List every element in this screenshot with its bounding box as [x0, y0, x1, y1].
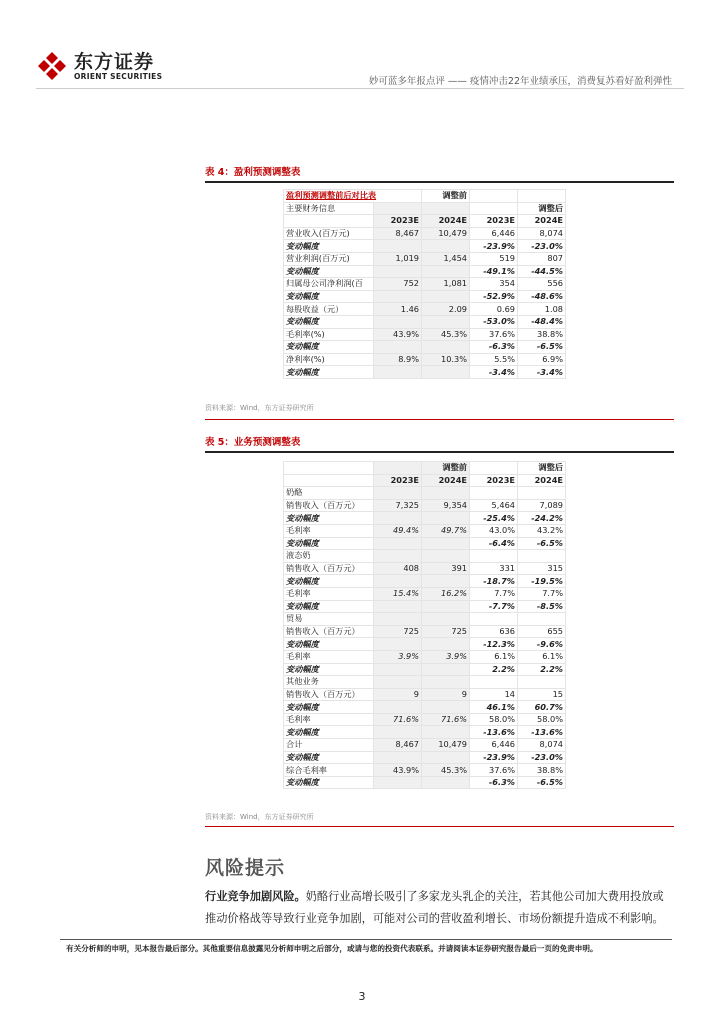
- table4-title: 表 4：盈利预测调整表: [205, 167, 301, 178]
- table4-year-header: 2023E: [470, 215, 518, 228]
- row-value: -6.5%: [518, 776, 566, 789]
- page-number: 3: [358, 990, 366, 1003]
- table5-title-rule: [205, 451, 674, 453]
- table-row: [284, 303, 566, 316]
- row-label: 变动幅度: [284, 726, 374, 739]
- row-value: [422, 240, 470, 253]
- row-value: [470, 613, 518, 626]
- row-label: 变动幅度: [284, 265, 374, 278]
- table-row: [284, 587, 566, 600]
- row-value: 5.5%: [470, 353, 518, 366]
- row-value: -23.0%: [518, 751, 566, 764]
- table-row: [284, 650, 566, 663]
- row-value: [470, 487, 518, 500]
- row-label: 变动幅度: [284, 240, 374, 253]
- row-value: 10,479: [422, 739, 470, 752]
- row-value: -13.6%: [518, 726, 566, 739]
- row-value: -8.5%: [518, 600, 566, 613]
- table5-empty-cell: [470, 462, 518, 475]
- orient-securities-logo: [36, 50, 162, 82]
- row-value: 43.0%: [470, 524, 518, 537]
- row-value: -18.7%: [470, 575, 518, 588]
- row-value: 2.2%: [470, 663, 518, 676]
- row-value: 6,446: [470, 227, 518, 240]
- row-value: [518, 550, 566, 563]
- row-label: 销售收入（百万元）: [284, 688, 374, 701]
- row-value: -23.9%: [470, 751, 518, 764]
- row-value: -19.5%: [518, 575, 566, 588]
- risk-text: 奶酪行业高增长吸引了多家龙头乳企的关注，若其他公司加大费用投放或推动价格战等导致行业竞争加剧，可能对公司的营收盈利增长、市场份额提升造成不利影响。: [205, 890, 664, 925]
- row-value: [422, 676, 470, 689]
- row-value: [374, 550, 422, 563]
- table5-group-before: 调整前: [422, 462, 470, 475]
- row-value: [422, 638, 470, 651]
- row-value: [374, 512, 422, 525]
- row-label: 销售收入（百万元）: [284, 499, 374, 512]
- row-value: 43.9%: [374, 764, 422, 777]
- logo-chinese-name: 东方证券: [74, 50, 155, 73]
- table5-year-header: 2024E: [518, 474, 566, 487]
- row-value: 519: [470, 252, 518, 265]
- row-value: [374, 341, 422, 354]
- row-value: -23.9%: [470, 240, 518, 253]
- row-value: 1,454: [422, 252, 470, 265]
- row-label: 液态奶: [284, 550, 374, 563]
- table5-source-rule: [205, 826, 674, 827]
- row-value: 315: [518, 562, 566, 575]
- row-value: -23.0%: [518, 240, 566, 253]
- table5-heading: [205, 435, 674, 453]
- table-row: [284, 315, 566, 328]
- table5-year-header: 2023E: [470, 474, 518, 487]
- row-value: 16.2%: [422, 587, 470, 600]
- row-value: 7.7%: [518, 587, 566, 600]
- table-row: [284, 713, 566, 726]
- row-value: [422, 613, 470, 626]
- row-value: [374, 638, 422, 651]
- table-row: [284, 487, 566, 500]
- row-value: 9,354: [422, 499, 470, 512]
- table4-group-after: 调整后: [518, 202, 566, 215]
- row-value: [374, 701, 422, 714]
- table4-group-before: 调整前: [422, 190, 470, 203]
- row-value: [374, 240, 422, 253]
- row-value: -6.5%: [518, 537, 566, 550]
- row-value: -7.7%: [470, 600, 518, 613]
- row-value: 0.69: [470, 303, 518, 316]
- row-value: 15: [518, 688, 566, 701]
- row-label: 综合毛利率: [284, 764, 374, 777]
- logo-mark-icon: [36, 50, 68, 82]
- row-value: 38.8%: [518, 328, 566, 341]
- table4-source: 资料来源：Wind，东方证券研究所: [205, 404, 314, 412]
- table5-year-row: [284, 474, 566, 487]
- row-value: 14: [470, 688, 518, 701]
- table-row: [284, 240, 566, 253]
- table-row: [284, 537, 566, 550]
- row-value: 725: [422, 625, 470, 638]
- row-value: [422, 751, 470, 764]
- row-value: 391: [422, 562, 470, 575]
- row-value: [422, 575, 470, 588]
- row-label: 营业利润(百万元): [284, 252, 374, 265]
- table4-year-header: 2024E: [518, 215, 566, 228]
- row-value: 5,464: [470, 499, 518, 512]
- row-value: [374, 600, 422, 613]
- table5-empty-cell: [284, 474, 374, 487]
- row-label: 毛利率: [284, 524, 374, 537]
- table-row: [284, 663, 566, 676]
- table-row: [284, 625, 566, 638]
- table-row: [284, 688, 566, 701]
- table-row: [284, 252, 566, 265]
- table-row: [284, 328, 566, 341]
- table5-empty-cell: [374, 462, 422, 475]
- row-value: 60.7%: [518, 701, 566, 714]
- row-label: 变动幅度: [284, 290, 374, 303]
- table-row: [284, 227, 566, 240]
- table-row: [284, 278, 566, 291]
- row-value: -6.3%: [470, 341, 518, 354]
- row-value: 9: [374, 688, 422, 701]
- row-value: -6.4%: [470, 537, 518, 550]
- row-label: 净利率(%): [284, 353, 374, 366]
- row-value: 2.09: [422, 303, 470, 316]
- row-value: [518, 613, 566, 626]
- row-value: 43.2%: [518, 524, 566, 537]
- row-value: 8.9%: [374, 353, 422, 366]
- row-value: [518, 676, 566, 689]
- table-row: [284, 776, 566, 789]
- table-row: [284, 701, 566, 714]
- table4-empty-cell: [284, 215, 374, 228]
- footer-disclaimer: 有关分析师的申明，见本报告最后部分。其他重要信息披露见分析师申明之后部分，或请与您的投资代表联系。并请阅读本证券研究报告最后一页的免责申明。: [66, 944, 598, 953]
- row-value: 46.1%: [470, 701, 518, 714]
- row-value: [422, 366, 470, 379]
- row-value: 71.6%: [374, 713, 422, 726]
- row-label: 销售收入（百万元）: [284, 562, 374, 575]
- row-value: 2.2%: [518, 663, 566, 676]
- row-label: 奶酪: [284, 487, 374, 500]
- table4-row-header: 主要财务信息: [284, 202, 374, 215]
- report-title: 妙可蓝多年报点评 —— 疫情冲击22年业绩承压，消费复苏看好盈利弹性: [368, 76, 672, 87]
- row-value: 636: [470, 625, 518, 638]
- row-label: 销售收入（百万元）: [284, 625, 374, 638]
- row-value: 752: [374, 278, 422, 291]
- row-value: 1,019: [374, 252, 422, 265]
- table4-empty-cell: [470, 190, 518, 203]
- table5-empty-cell: [284, 462, 374, 475]
- row-value: [374, 613, 422, 626]
- logo-english-name: ORIENT SECURITIES: [74, 71, 163, 81]
- row-value: [374, 366, 422, 379]
- table-row: [284, 562, 566, 575]
- row-value: [374, 776, 422, 789]
- row-value: [422, 701, 470, 714]
- row-label: 变动幅度: [284, 315, 374, 328]
- row-value: [422, 290, 470, 303]
- row-value: 556: [518, 278, 566, 291]
- row-value: 58.0%: [470, 713, 518, 726]
- row-value: 8,467: [374, 227, 422, 240]
- row-label: 变动幅度: [284, 537, 374, 550]
- table-row: [284, 751, 566, 764]
- row-value: 7,325: [374, 499, 422, 512]
- table5-group-after: 调整后: [518, 462, 566, 475]
- row-label: 变动幅度: [284, 701, 374, 714]
- row-value: 49.7%: [422, 524, 470, 537]
- table4-caption-row: [284, 190, 566, 203]
- table5-year-header: 2024E: [422, 474, 470, 487]
- row-value: 6,446: [470, 739, 518, 752]
- row-value: [422, 550, 470, 563]
- table-row: [284, 726, 566, 739]
- row-label: 变动幅度: [284, 600, 374, 613]
- row-value: 8,074: [518, 227, 566, 240]
- row-value: [422, 726, 470, 739]
- row-value: [374, 726, 422, 739]
- row-value: 43.9%: [374, 328, 422, 341]
- row-label: 变动幅度: [284, 575, 374, 588]
- table5-year-header: 2023E: [374, 474, 422, 487]
- row-value: -12.3%: [470, 638, 518, 651]
- table4-empty-cell: [518, 190, 566, 203]
- table5-group-row: [284, 462, 566, 475]
- table-row: [284, 739, 566, 752]
- table4-heading: [205, 165, 674, 183]
- table4-empty-cell: [374, 202, 422, 215]
- row-value: 15.4%: [374, 587, 422, 600]
- table4-caption: 盈利预测调整前后对比表: [284, 190, 422, 203]
- row-value: 6.1%: [518, 650, 566, 663]
- row-value: 37.6%: [470, 328, 518, 341]
- table-row: [284, 341, 566, 354]
- table4-empty-cell: [470, 202, 518, 215]
- row-value: [422, 265, 470, 278]
- row-value: -53.0%: [470, 315, 518, 328]
- row-value: [422, 341, 470, 354]
- row-value: [422, 512, 470, 525]
- row-value: 8,467: [374, 739, 422, 752]
- row-value: [422, 315, 470, 328]
- table5-title: 表 5：业务预测调整表: [205, 437, 301, 448]
- row-value: -49.1%: [470, 265, 518, 278]
- row-value: 331: [470, 562, 518, 575]
- row-value: [374, 315, 422, 328]
- row-value: -3.4%: [470, 366, 518, 379]
- table4-title-rule: [205, 181, 674, 183]
- row-label: 其他业务: [284, 676, 374, 689]
- row-label: 变动幅度: [284, 512, 374, 525]
- row-label: 变动幅度: [284, 341, 374, 354]
- row-value: 7.7%: [470, 587, 518, 600]
- page-header: [0, 0, 724, 90]
- row-label: 每股收益（元）: [284, 303, 374, 316]
- row-value: [422, 487, 470, 500]
- row-label: 毛利率: [284, 587, 374, 600]
- row-value: 725: [374, 625, 422, 638]
- row-value: -13.6%: [470, 726, 518, 739]
- row-label: 变动幅度: [284, 751, 374, 764]
- row-value: 45.3%: [422, 764, 470, 777]
- row-label: 变动幅度: [284, 776, 374, 789]
- table5-source: 资料来源：Wind，东方证券研究所: [205, 813, 314, 821]
- row-value: 10,479: [422, 227, 470, 240]
- row-label: 合计: [284, 739, 374, 752]
- row-value: -6.3%: [470, 776, 518, 789]
- row-label: 毛利率: [284, 713, 374, 726]
- row-value: 655: [518, 625, 566, 638]
- row-value: 9: [422, 688, 470, 701]
- table-row: [284, 550, 566, 563]
- footer-divider: [60, 939, 672, 940]
- table-row: [284, 512, 566, 525]
- table4-year-header: 2024E: [422, 215, 470, 228]
- row-value: [374, 751, 422, 764]
- table-row: [284, 524, 566, 537]
- row-value: 1.46: [374, 303, 422, 316]
- row-value: 1,081: [422, 278, 470, 291]
- row-value: [470, 676, 518, 689]
- table4-source-rule: [205, 419, 674, 420]
- row-label: 营业收入(百万元): [284, 227, 374, 240]
- table-row: [284, 265, 566, 278]
- row-value: -24.2%: [518, 512, 566, 525]
- row-value: -48.4%: [518, 315, 566, 328]
- row-value: -52.9%: [470, 290, 518, 303]
- row-value: -44.5%: [518, 265, 566, 278]
- risk-heading: 风险提示: [205, 857, 286, 879]
- table4-grid: [283, 189, 566, 379]
- row-value: 8,074: [518, 739, 566, 752]
- row-value: 71.6%: [422, 713, 470, 726]
- table4-year-header: 2023E: [374, 215, 422, 228]
- row-value: [374, 575, 422, 588]
- row-label: 归属母公司净利润(百: [284, 278, 374, 291]
- row-value: -6.5%: [518, 341, 566, 354]
- table-row: [284, 290, 566, 303]
- table-row: [284, 638, 566, 651]
- row-value: [422, 663, 470, 676]
- row-value: -9.6%: [518, 638, 566, 651]
- row-value: [422, 776, 470, 789]
- row-value: -48.6%: [518, 290, 566, 303]
- table-row: [284, 575, 566, 588]
- row-value: 3.9%: [374, 650, 422, 663]
- row-value: -3.4%: [518, 366, 566, 379]
- row-value: -25.4%: [470, 512, 518, 525]
- row-value: 6.9%: [518, 353, 566, 366]
- row-value: 58.0%: [518, 713, 566, 726]
- table-row: [284, 353, 566, 366]
- row-value: 7,089: [518, 499, 566, 512]
- table-row: [284, 613, 566, 626]
- row-value: 807: [518, 252, 566, 265]
- row-label: 毛利率(%): [284, 328, 374, 341]
- row-value: 1.08: [518, 303, 566, 316]
- header-divider: [36, 88, 684, 89]
- table4-empty-cell: [422, 202, 470, 215]
- row-value: 38.8%: [518, 764, 566, 777]
- row-value: 408: [374, 562, 422, 575]
- row-value: [470, 550, 518, 563]
- table-row: [284, 600, 566, 613]
- row-value: [374, 676, 422, 689]
- row-value: 10.3%: [422, 353, 470, 366]
- table5-grid: [283, 461, 566, 789]
- row-value: 354: [470, 278, 518, 291]
- table-row: [284, 676, 566, 689]
- table-row: [284, 764, 566, 777]
- row-label: 变动幅度: [284, 663, 374, 676]
- row-value: 49.4%: [374, 524, 422, 537]
- table-row: [284, 499, 566, 512]
- row-value: [374, 265, 422, 278]
- row-label: 毛利率: [284, 650, 374, 663]
- row-value: [422, 600, 470, 613]
- row-value: [374, 663, 422, 676]
- risk-lead: 行业竞争加剧风险。: [205, 890, 306, 903]
- risk-paragraph: [205, 886, 674, 930]
- row-value: 6.1%: [470, 650, 518, 663]
- table4-year-row: [284, 215, 566, 228]
- row-value: 37.6%: [470, 764, 518, 777]
- row-label: 变动幅度: [284, 638, 374, 651]
- row-value: [374, 487, 422, 500]
- row-value: 3.9%: [422, 650, 470, 663]
- table-row: [284, 366, 566, 379]
- row-value: [422, 537, 470, 550]
- row-label: 变动幅度: [284, 366, 374, 379]
- row-value: [518, 487, 566, 500]
- row-label: 贸易: [284, 613, 374, 626]
- row-value: [374, 290, 422, 303]
- row-value: [374, 537, 422, 550]
- table4-group-row: [284, 202, 566, 215]
- row-value: 45.3%: [422, 328, 470, 341]
